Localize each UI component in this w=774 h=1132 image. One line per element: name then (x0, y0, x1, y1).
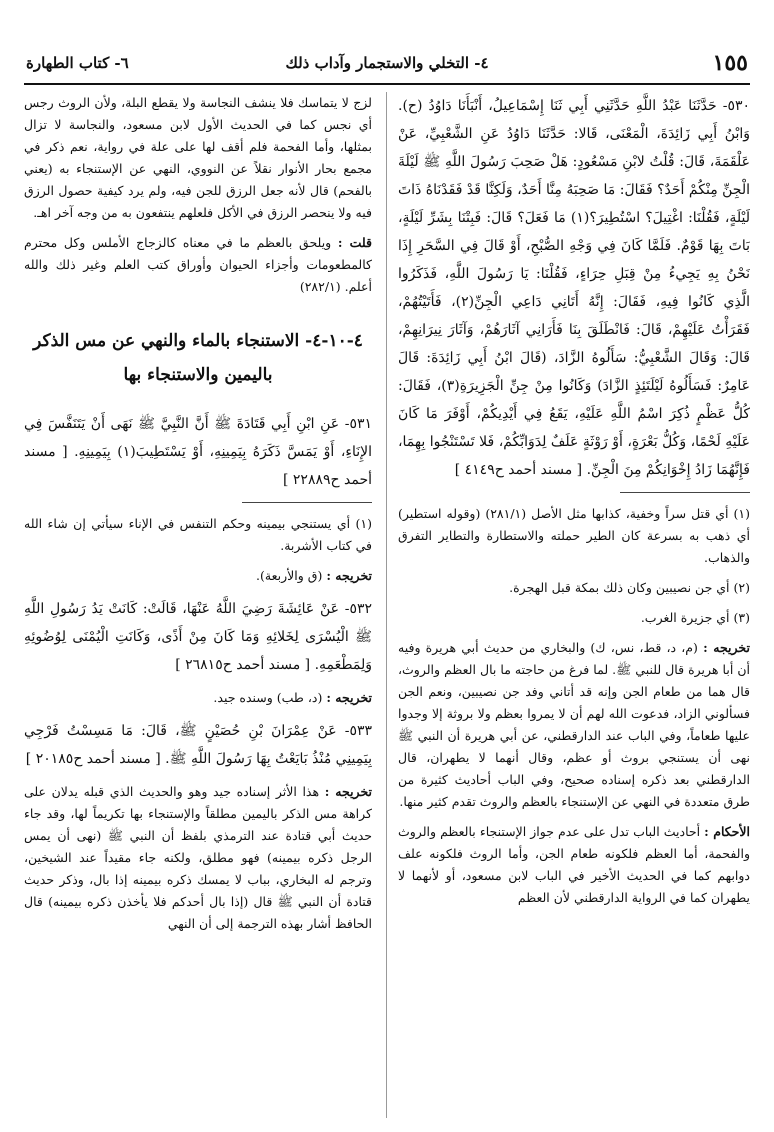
ahkam-text: أحاديث الباب تدل على عدم جواز الإستنجاء بالعظم والروث والفحمة، أما العظم فلكونه طعام الجن، وأما الروث فلكونه علف دوابهم كما في الحديث الأخير في الباب لابن مسعود، أو لأنهما لا يطهران كما في الرواية الدارقطني لأن العظم (398, 824, 750, 905)
book-title: ٦- كتاب الطهارة (26, 54, 129, 72)
chapter-title: ٤- التخلي والاستجمار وآداب ذلك (285, 54, 489, 72)
takhrij-text: هذا الأثر إسناده جيد وهو والحديث الذي قبله يدلان على كراهة مس الذكر باليمين مطلقاً والإستنجاء بها تكريماً لها، وقد جاء حديث أبي قتادة عند الترمذي بلفظ أن النبي ﷺ (نهى أن يمس الرجل ذكره بيمينه) فهو مطلق، ولكنه جاء مقيداً عند الشيخين، وترجم له البخاري، بباب لا يمسك ذكره بيمينه إذا بال، وذكر حديث قتادة أن النبي ﷺ قال (إذا بال أحدكم فلا يأخذن ذكره بيمينه) قال الحافظ أشار بهذه الترجمة إلى أن النهي (24, 784, 372, 931)
qult-text: ويلحق بالعظم ما في معناه كالزجاج الأملس وكل محترم كالمطعومات وأجزاء الحيوان وأوراق كتب العلم وغير ذلك والله أعلم. (٢٨٢/١) (24, 235, 372, 294)
takhrij-text: (د، طب) وسنده جيد. (213, 690, 323, 705)
takhrij-532 (24, 687, 372, 709)
takhrij-text: (ق والأربعة). (256, 568, 323, 583)
left-column (24, 92, 372, 1118)
footnote-divider (242, 502, 372, 503)
hadith-530: ٥٣٠- حَدَّثَنَا عَبْدُ اللَّهِ حَدَّثَنِي أَبِي ثَنَا إِسْمَاعِيلُ، أَنْبَأَنَا دَاوُدُ (ح). وَابْنُ أَبِي زَائِدَةَ، الْمَعْنَى، قَالا: حَدَّثَنَا دَاوُدُ عَنِ الشَّعْبِيِّ، عَنْ عَلْقَمَةَ، قَالَ: قُلْتُ لابْنِ مَسْعُودٍ: هَلْ صَحِبَ رَسُولَ اللَّهِ ﷺ لَيْلَةَ الْجِنِّ مِنْكُمْ أَحَدٌ؟ فَقَالَ: مَا صَحِبَهُ مِنَّا أَحَدٌ، وَلَكِنَّا قَدْ فَقَدْنَاهُ ذَاتَ لَيْلَةٍ، فَقُلْنَا: اغْتِيلَ؟ اسْتُطِيرَ؟(١) مَا فَعَلَ؟ قَالَ: فَبِتْنَا بِشَرِّ لَيْلَةٍ، بَاتَ بِهَا قَوْمٌ. فَلَمَّا كَانَ فِي وَجْهِ الصُّبْحِ، أَوْ قَالَ فِي السَّحَرِ إِذَا نَحْنُ بِهِ يَجِيءُ مِنْ قِبَلِ حِرَاءٍ، فَقُلْنَا: يَا رَسُولَ اللَّهِ، فَذَكَرُوا الَّذِي كَانُوا فِيهِ، فَقَالَ: إِنَّهُ أَتَانِي دَاعِي الْجِنِّ(٢)، فَأَتَيْتُهُمْ، فَقَرَأْتُ عَلَيْهِمْ، قَالَ: فَانْطَلَقَ بِنَا فَأَرَانِي آثَارَهُمْ، وَآثَارَ نِيرَانِهِمْ، قَالَ: وَقَالَ الشَّعْبِيُّ: سَأَلُوهُ الزَّادَ، (قَالَ ابْنُ أَبِي زَائِدَةَ: قَالَ عَامِرٌ: فَسَأَلُوهُ لَيْلَتَئِذٍ الزَّادَ) وَكَانُوا مِنْ جِنِّ الْجَزِيرَةِ(٣)، فَقَالَ: كُلُّ عَظْمٍ ذُكِرَ اسْمُ اللَّهِ عَلَيْهِ، يَقَعُ فِي أَيْدِيكُمْ، أَوْفَرَ مَا كَانَ عَلَيْهِ لَحْمًا، وَكُلُّ بَعْرَةٍ، أَوْ رَوْثَةٍ عَلَفٌ لِدَوَابِّكُمْ، فَلا تَسْتَنْجُوا بِهِمَا، فَإِنَّهُمَا زَادُ إِخْوَانِكُمْ مِنَ الْجِنِّ. [ مسند أحمد ح٤١٤٩ ] (398, 98, 750, 478)
section-title: ٤-١٠-٤- الاستنجاء بالماء والنهي عن مس الذكر باليمين والاستنجاء بها (33, 331, 363, 385)
qult-label: قلت : (337, 235, 372, 250)
footnote-1: (١) أي قتل سراً وخفية، كذابها مثل الأصل (٢٨١/١) (وقوله استطير) أي ذهب به بسرعة كان الطير حملته والاستطارة والتطاير التفرق والذهاب. (398, 506, 750, 565)
ahkam-label: الأحكام : (704, 824, 750, 839)
page-number: ١٥٥ (712, 50, 748, 76)
takhrij-label: تخريجه : (326, 568, 372, 583)
takhrij-531 (24, 565, 372, 587)
column-divider (386, 92, 387, 1118)
page-header (24, 50, 750, 80)
hadith-533: ٥٣٣- عَنْ عِمْرَانَ بْنِ حُصَيْنٍ ﷺ، قَالَ: مَا مَسِسْتُ فَرْجِي بِيَمِينِي مُنْذُ بَايَعْتُ بِهَا رَسُولَ اللَّهِ ﷺ. [ مسند أحمد ح٢٠١٨٥ ] (24, 723, 372, 767)
takhrij-text: (م، د، قط، نس، ك) والبخاري من حديث أبي هريرة وفيه أن أبا هريرة قال للنبي ﷺ. لما فرغ من حاجته ما بال العظم والروث، قال هما من طعام الجن وإنه قد أتاني وفد جن نصيبين، ونعم الجن فسألوني الزاد، فدعوت الله لهم أن لا يمروا بعظم ولا بروثة إلا وجدوا عليها طعاماً، وفي الباب عند الدارقطني، عن أبي هريرة أن النبي ﷺ نهى أن يستنجي بروث أو عظم، وقال أنهما لا يطهران، قال الدارقطني بعد ذكره إسناده صحيح، وفي الباب أحاديث كثيرة من طرق متعددة في النهي عن الإستنجاء بالعظم والروث تقدم كثير منها. (398, 640, 750, 809)
footnote-3: (٣) أي جزيرة الغرب. (640, 610, 750, 625)
ahkam (398, 821, 750, 909)
takhrij-label: تخريجه : (703, 640, 750, 655)
takhrij-label: تخريجه : (326, 690, 372, 705)
takhrij-label: تخريجه : (324, 784, 372, 799)
right-column (398, 92, 750, 1118)
footnote-2: (٢) أي جن نصيبين وكان ذلك بمكة قبل الهجرة. (509, 580, 750, 595)
qult-note (24, 232, 372, 298)
takhrij-530 (398, 637, 750, 813)
hadith-532: ٥٣٢- عَنْ عَائِشَةَ رَضِيَ اللَّهُ عَنْهَا، قَالَتْ: كَانَتْ يَدُ رَسُولِ اللَّهِ ﷺ الْيُسْرَى لِخَلائِهِ وَمَا كَانَ مِنْ أَذًى، وَكَانَتِ الْيُمْنَى لِوُضُوئِهِ وَلِمَطْعَمِهِ. [ مسند أحمد ح٢٦٨١٥ ] (24, 601, 372, 673)
footnote-531: (١) أي يستنجي بيمينه وحكم التنفس في الإناء سيأتي إن شاء الله في كتاب الأشربة. (24, 516, 372, 553)
hadith-531: ٥٣١- عَنِ ابْنِ أَبِي قَتَادَةَ ﷺ أَنَّ النَّبِيَّ ﷺ نَهَى أَنْ يَتَنَفَّسَ فِي الإِنَاءِ، أَوْ يَمَسَّ ذَكَرَهُ بِيَمِينِهِ، أَوْ يَسْتَطِيبَ(١) بِيَمِينِهِ. [ مسند أحمد ح٢٢٨٨٩ ] (24, 416, 372, 488)
footnote-divider (620, 492, 750, 493)
takhrij-533 (24, 781, 372, 935)
ahkam-continuation: لزج لا يتماسك فلا ينشف النجاسة ولا يقطع البلة، ولأن الروث رجس أي نجس كما في الحديث الأول لابن مسعود، والنجاسة لا تزال بمثلها، وأما الفحمة فلم أقف لها على علة في رواية، نعم ذكر في مجمع بحار الأنوار نقلاً عن النووي، النهي عن الإستنجاء به (يعني بالفحم) قال لأنه جعل الرزق للجن فيه، ولم يرد كيفية حصول الرزق فيه ولا ينحصر الرزق في الأكل فلعلهم ينتفعون به من وجه آخر اهـ. (24, 95, 372, 220)
header-divider (24, 83, 750, 85)
